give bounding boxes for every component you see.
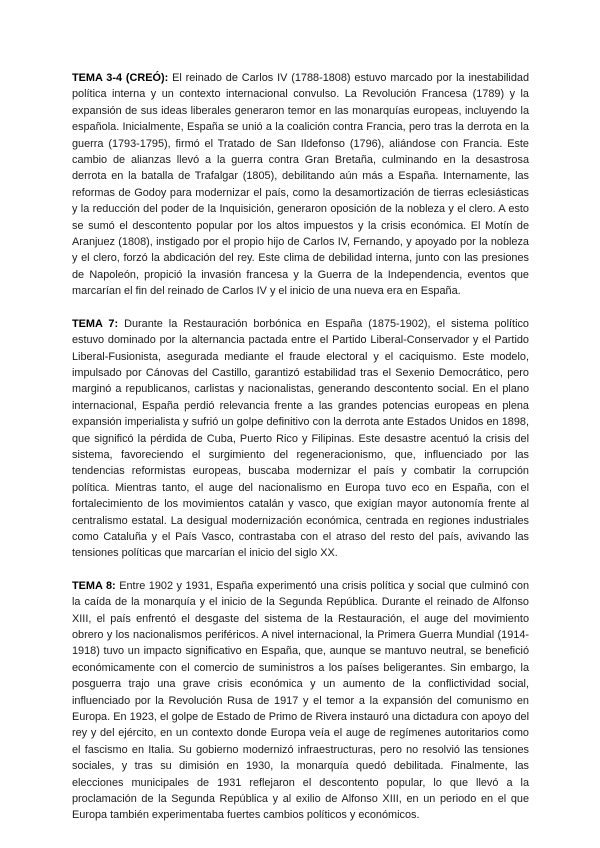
section-tema-8 <box>72 578 529 824</box>
section-tema-3-4 <box>72 70 529 300</box>
section-tema-7 <box>72 316 529 562</box>
section-title: TEMA 3-4 (CREÓ): <box>72 72 169 84</box>
document-page <box>72 70 529 840</box>
section-body: Durante la Restauración borbónica en España (1875-1902), el sistema político estuvo dominado por la alternancia pactada entre el Partido Liberal-Conservador y el Partido Liberal-Fusionista, asegurada mediante el fraude electoral y el caciquismo. Este modelo, impulsado por Cánovas del Castillo, garantizó estabilidad tras el Sexenio Democrático, pero marginó a republicanos, carlistas y nacionalistas, generando descontento social. En el plano internacional, España perdió relevancia frente a las grandes potencias europeas en plena expansión imperialista y sufrió un golpe definitivo con la derrota ante Estados Unidos en 1898, que significó la pérdida de Cuba, Puerto Rico y Filipinas. Este desastre acentuó la crisis del sistema, favoreciendo el surgimiento del regeneracionismo, que, influenciado por las tendencias reformistas europeas, buscaba modernizar el país y combatir la corrupción política. Mientras tanto, el auge del nacionalismo en Europa tuvo eco en España, con el fortalecimiento de los movimientos catalán y vasco, que exigían mayor autonomía frente al centralismo estatal. La desigual modernización económica, centrada en regiones industriales como Cataluña y el País Vasco, contrastaba con el atraso del resto del país, avivando las tensiones políticas que marcarían el inicio del siglo XX. <box>72 317 529 560</box>
section-body: Entre 1902 y 1931, España experimentó una crisis política y social que culminó con la caída de la monarquía y el inicio de la Segunda República. Durante el reinado de Alfonso XIII, el país enfrentó el desgaste del sistema de la Restauración, el auge del movimiento obrero y los nacionalismos periféricos. A nivel internacional, la Primera Guerra Mundial (1914-1918) tuvo un impacto significativo en España, que, aunque se mantuvo neutral, se benefició económicamente con el comercio de suministros a los países beligerantes. Sin embargo, la posguerra trajo una grave crisis económica y un aumento de la conflictividad social, influenciado por la Revolución Rusa de 1917 y el temor a la expansión del comunismo en Europa. En 1923, el golpe de Estado de Primo de Rivera instauró una dictadura con apoyo del rey y del ejército, en un contexto donde Europa veía el auge de regímenes autoritarios como el fascismo en Italia. Su gobierno modernizó infraestructuras, pero no resolvió las tensiones sociales, y tras su dimisión en 1930, la monarquía quedó debilitada. Finalmente, las elecciones municipales de 1931 reflejaron el descontento popular, lo que llevó a la proclamación de la Segunda República y al exilio de Alfonso XIII, en un periodo en el que Europa también experimentaba fuertes cambios políticos y económicos. <box>72 579 529 822</box>
section-title: TEMA 7: <box>72 317 119 330</box>
section-body: El reinado de Carlos IV (1788-1808) estuvo marcado por la inestabilidad política interna y un contexto internacional convulso. La Revolución Francesa (1789) y la expansión de sus ideas liberales generaron temor en las monarquías europeas, incluyendo la española. Inicialmente, España se unió a la coalición contra Francia, pero tras la derrota en la guerra (1793-1795), firmó el Tratado de San Ildefonso (1796), aliándose con Francia. Este cambio de alianzas llevó a la guerra contra Gran Bretaña, culminando en la desastrosa derrota en la batalla de Trafalgar (1805), debilitando aún más a España. Internamente, las reformas de Godoy para modernizar el país, como la desamortización de tierras eclesiásticas y la reducción del poder de la Inquisición, generaron oposición de la nobleza y el clero. A esto se sumó el descontento popular por los altos impuestos y la crisis económica. El Motín de Aranjuez (1808), instigado por el propio hijo de Carlos IV, Fernando, y apoyado por la nobleza y el clero, forzó la abdicación del rey. Este clima de debilidad interna, junto con las presiones de Napoleón, propició la invasión francesa y la Guerra de la Independencia, eventos que marcarían el fin del reinado de Carlos IV y el inicio de una nueva era en España. <box>72 72 530 298</box>
section-title: TEMA 8: <box>72 579 116 592</box>
